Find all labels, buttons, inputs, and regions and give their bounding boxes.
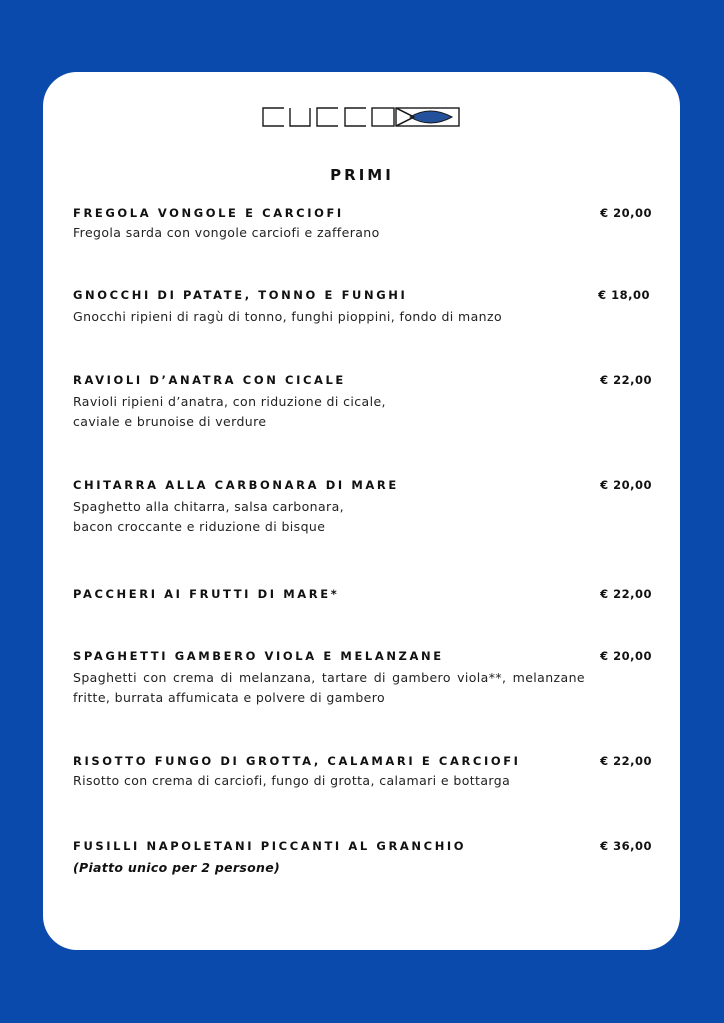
menu-item xyxy=(73,478,658,537)
item-price: € 20,00 xyxy=(600,649,652,663)
item-description: Spaghetti con crema di melanzana, tartare di gambero viola**, melanzane fritte, burrata affumicata e polvere di gambero xyxy=(73,670,585,705)
item-description-line: Spaghetto alla chitarra, salsa carbonara, xyxy=(73,499,345,514)
item-price: € 18,00 xyxy=(598,288,650,302)
menu-item xyxy=(73,206,658,243)
menu-item xyxy=(73,288,658,327)
menu-item xyxy=(73,754,658,791)
item-description-line: Ravioli ripieni d’anatra, con riduzione di cicale, xyxy=(73,394,386,409)
item-name: RAVIOLI D’ANATRA CON CICALE xyxy=(73,373,346,387)
item-name: FREGOLA VONGOLE E CARCIOFI xyxy=(73,206,344,220)
section-title: PRIMI xyxy=(330,166,394,184)
item-description xyxy=(73,392,585,432)
menu-item xyxy=(73,649,658,708)
cucco-logo xyxy=(262,107,460,127)
item-name: GNOCCHI DI PATATE, TONNO E FUNGHI xyxy=(73,288,408,302)
item-name: PACCHERI AI FRUTTI DI MARE* xyxy=(73,587,340,601)
item-price: € 36,00 xyxy=(600,839,652,853)
item-name: SPAGHETTI GAMBERO VIOLA E MELANZANE xyxy=(73,649,444,663)
menu-item xyxy=(73,373,658,432)
item-price: € 22,00 xyxy=(600,587,652,601)
menu-item xyxy=(73,839,658,875)
item-description xyxy=(73,497,585,537)
item-description-line: caviale e brunoise di verdure xyxy=(73,414,267,429)
item-name: CHITARRA ALLA CARBONARA DI MARE xyxy=(73,478,399,492)
item-description-line: bacon croccante e riduzione di bisque xyxy=(73,519,326,534)
item-name: FUSILLI NAPOLETANI PICCANTI AL GRANCHIO xyxy=(73,839,467,853)
item-name: RISOTTO FUNGO DI GROTTA, CALAMARI E CARCIOFI xyxy=(73,754,521,768)
item-description: Gnocchi ripieni di ragù di tonno, funghi pioppini, fondo di manzo xyxy=(73,309,502,324)
item-price: € 20,00 xyxy=(600,206,652,220)
item-description: Risotto con crema di carciofi, fungo di grotta, calamari e bottarga xyxy=(73,773,511,788)
item-price: € 20,00 xyxy=(600,478,652,492)
menu-item xyxy=(73,587,658,601)
item-note: (Piatto unico per 2 persone) xyxy=(73,860,281,875)
item-price: € 22,00 xyxy=(600,373,652,387)
item-description: Fregola sarda con vongole carciofi e zafferano xyxy=(73,225,380,240)
item-price: € 22,00 xyxy=(600,754,652,768)
